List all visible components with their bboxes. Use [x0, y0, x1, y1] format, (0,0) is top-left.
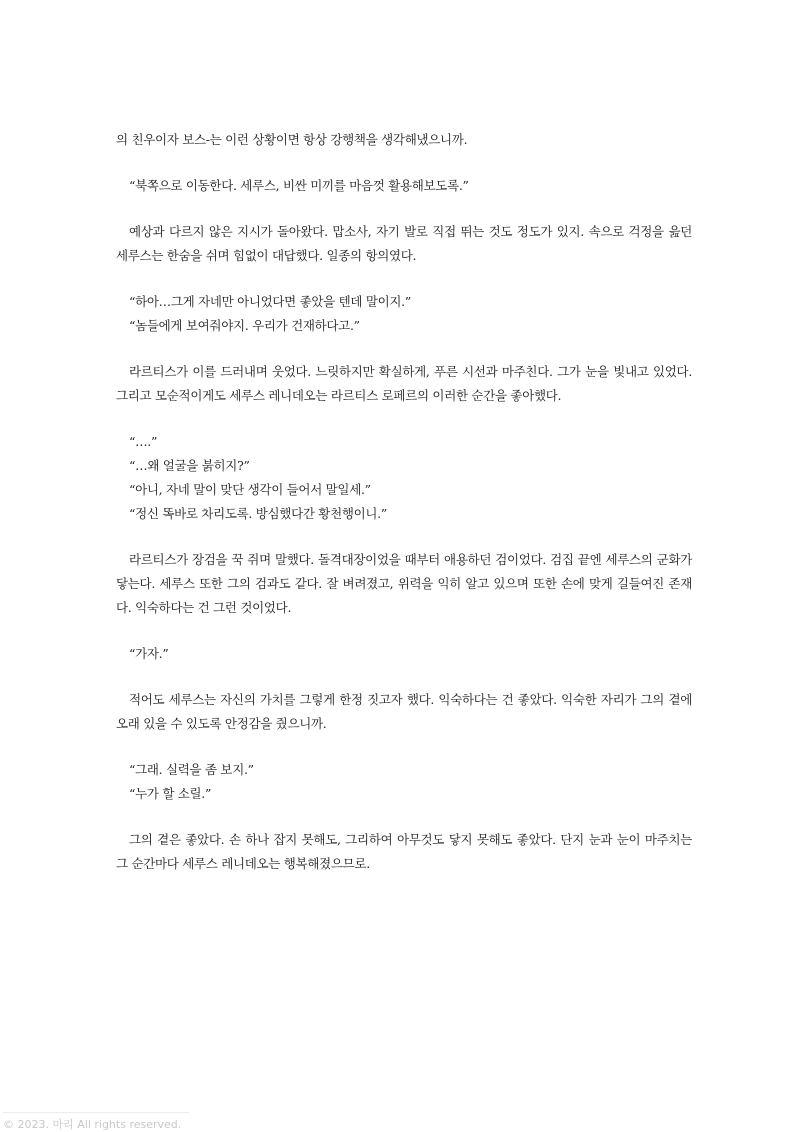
- dialogue-group: [116, 290, 692, 338]
- dialogue-line: “하아…그게 자네만 아니었다면 좋았을 텐데 말이지.”: [129, 294, 411, 309]
- paragraph: 그의 곁은 좋았다. 손 하나 잡지 못해도, 그리하여 아무것도 닿지 못해도 좋았다. 단지 눈과 눈이 마주치는 그 순간마다 세루스 레니데오는 행복해졌으므로.: [116, 832, 692, 871]
- dialogue-line: “그래. 실력을 좀 보지.”: [129, 762, 254, 777]
- document-body: [116, 128, 692, 898]
- paragraph: 적어도 세루스는 자신의 가치를 그렇게 한정 짓고자 했다. 익숙하다는 건 좋았다. 익숙한 자리가 그의 곁에 오래 있을 수 있도록 안정감을 줬으니까.: [116, 692, 692, 731]
- dialogue-line: “아니, 자네 말이 맞단 생각이 들어서 말일세.”: [129, 482, 371, 497]
- paragraph: 예상과 다르지 않은 지시가 돌아왔다. 맙소사, 자기 발로 직접 뛰는 것도 정도가 있지. 속으로 걱정을 읊던 세루스는 한숨을 쉬며 힘없이 대답했다. 일종의 항의였다.: [116, 224, 692, 263]
- dialogue-group: [116, 430, 692, 526]
- dialogue-group: [116, 758, 692, 806]
- paragraph: 의 친우이자 보스-는 이런 상황이면 항상 강행책을 생각해냈으니까.: [116, 132, 468, 147]
- dialogue-line: “누가 할 소릴.”: [129, 786, 212, 801]
- dialogue-line: “정신 똑바로 차리도록. 방심했다간 황천행이니.”: [129, 506, 387, 521]
- dialogue-group: [116, 174, 692, 198]
- dialogue-line: “…왜 얼굴을 붉히지?”: [129, 458, 250, 473]
- paragraph: 라르티스가 장검을 꾹 쥐며 말했다. 돌격대장이었을 때부터 애용하던 검이었다. 검집 끝엔 세루스의 군화가 닿는다. 세루스 또한 그의 검과도 같다. 잘 벼려졌고, 위력을 익히 알고 있으며 또한 손에 맞게 길들여진 존재다. 익숙하다는 건 그런 것이었다.: [116, 552, 692, 615]
- paragraph: 라르티스가 이를 드러내며 웃었다. 느릿하지만 확실하게, 푸른 시선과 마주친다. 그가 눈을 빛내고 있었다. 그리고 모순적이게도 세루스 레니데오는 라르티스 로페르의 이러한 순간을 좋아했다.: [116, 364, 692, 403]
- dialogue-line: “….”: [129, 434, 158, 449]
- copyright-footer: © 2023. 마리 All rights reserved.: [3, 1112, 189, 1132]
- dialogue-line: “놈들에게 보여줘야지. 우리가 건재하다고.”: [129, 318, 360, 333]
- dialogue-line: “북쪽으로 이동한다. 세루스, 비싼 미끼를 마음껏 활용해보도록.”: [129, 178, 469, 193]
- dialogue-line: “가자.”: [129, 646, 169, 661]
- dialogue-group: [116, 642, 692, 666]
